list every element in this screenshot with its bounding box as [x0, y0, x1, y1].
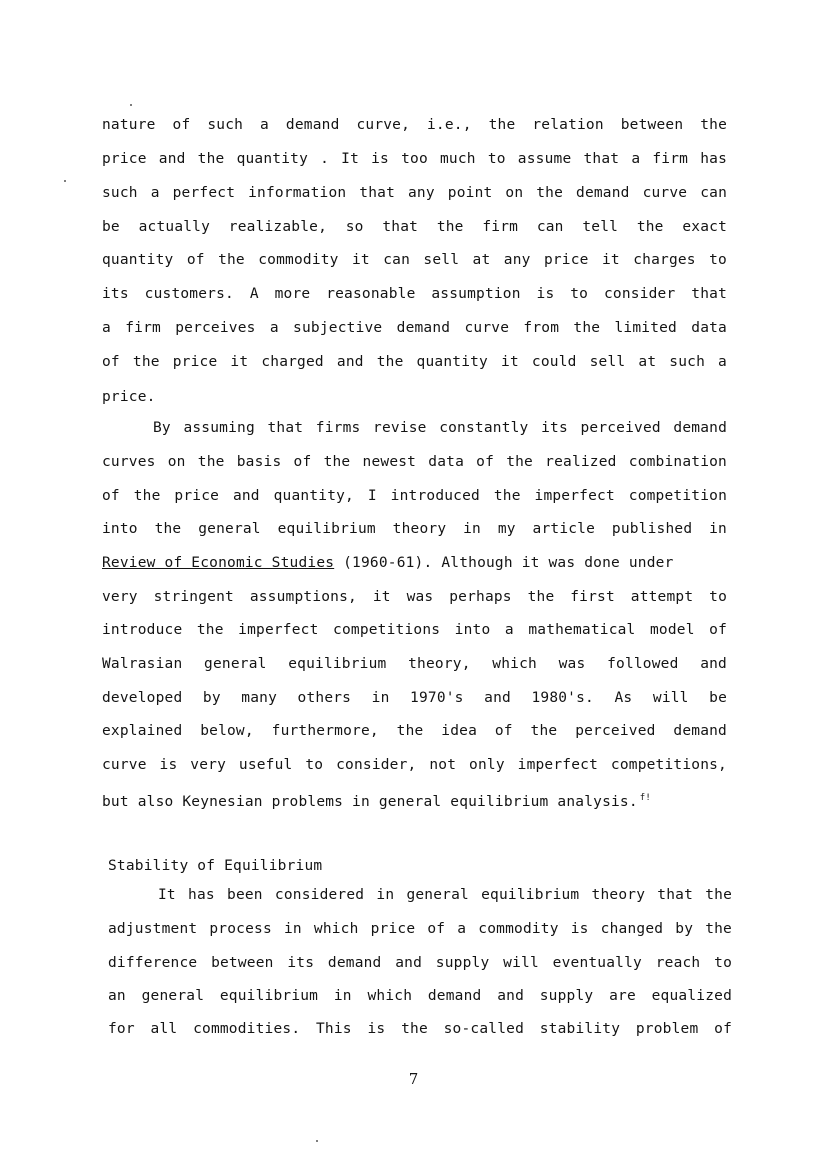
paragraph-line: It has been considered in general equilibrium theory that the — [158, 887, 732, 903]
paragraph-line: adjustment process in which price of a commodity is changed by the — [108, 921, 732, 937]
paragraph-line: quantity of the commodity it can sell at any price it charges to — [102, 252, 727, 268]
paragraph-line: an general equilibrium in which demand and supply are equalized — [108, 988, 732, 1004]
paragraph-line: price and the quantity . It is too much to assume that a firm has — [102, 151, 727, 167]
paragraph-line: developed by many others in 1970's and 1980's. As will be — [102, 690, 727, 706]
paragraph-line: of the price and quantity, I introduced the imperfect competition — [102, 488, 727, 504]
paragraph-line: of the price it charged and the quantity it could sell at such a — [102, 354, 727, 370]
paragraph-line: nature of such a demand curve, i.e., the relation between the — [102, 117, 727, 133]
journal-title: Review of Economic Studies — [102, 555, 335, 571]
paragraph-line — [102, 789, 727, 811]
paragraph-line: curve is very useful to consider, not only imperfect competitions, — [102, 757, 727, 773]
paragraph-line: for all commodities. This is the so-called stability problem of — [108, 1021, 732, 1037]
paragraph-line-text: but also Keynesian problems in general equilibrium analysis. — [102, 793, 638, 810]
paragraph-line: difference between its demand and supply will eventually reach to — [108, 955, 732, 971]
paragraph-line: curves on the basis of the newest data of the realized combination — [102, 454, 727, 470]
paragraph-line: very stringent assumptions, it was perhaps the first attempt to — [102, 589, 727, 605]
paragraph-line: price. — [102, 389, 156, 405]
paragraph-line: be actually realizable, so that the firm can tell the exact — [102, 219, 727, 235]
paragraph-line: Walrasian general equilibrium theory, which was followed and — [102, 656, 727, 672]
paragraph-line: introduce the imperfect competitions into a mathematical model of — [102, 622, 727, 638]
footnote-marker: f! — [639, 793, 652, 803]
paragraph-line: explained below, furthermore, the idea of the perceived demand — [102, 723, 727, 739]
scan-speck — [316, 1140, 318, 1142]
paragraph-line: a firm perceives a subjective demand curve from the limited data — [102, 320, 727, 336]
paragraph-line-rest: (1960-61). Although it was done under — [334, 555, 674, 571]
paragraph-line — [102, 554, 727, 572]
paragraph-line: such a perfect information that any point on the demand curve can — [102, 185, 727, 201]
scan-speck — [64, 180, 66, 182]
page-number: 7 — [408, 1070, 419, 1088]
paragraph-line: its customers. A more reasonable assumption is to consider that — [102, 286, 727, 302]
section-heading: Stability of Equilibrium — [108, 858, 323, 874]
paragraph-line: into the general equilibrium theory in my article published in — [102, 521, 727, 537]
scan-speck — [130, 104, 132, 106]
paragraph-line: By assuming that firms revise constantly its perceived demand — [153, 420, 727, 436]
